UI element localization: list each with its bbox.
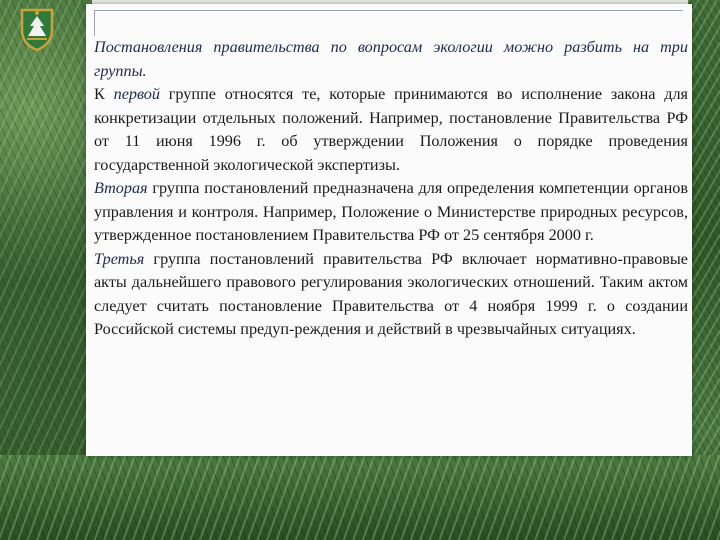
panel-top-rule bbox=[94, 10, 683, 11]
paragraph-group-3 bbox=[94, 248, 688, 342]
slide-text bbox=[94, 36, 688, 342]
slide-heading: Постановления правительства по вопросам экологии можно разбить на три группы. bbox=[94, 38, 688, 80]
paragraph-group-1 bbox=[94, 83, 688, 177]
group-3-keyword: Третья bbox=[94, 249, 145, 268]
group-1-keyword: первой bbox=[113, 85, 160, 103]
group-1-text: группе относятся те, которые принимаются во исполнение закона для конкретизации отдельных положений. Например, постановление Правительства РФ от 11 июня 1996 г. об утверждении Положения о порядке проведения государственной экологической экспертизы. bbox=[94, 85, 688, 174]
background-foliage-bottom bbox=[0, 455, 720, 540]
group-3-text: группа постановлений правительства РФ включает нормативно-правовые акты дальнейшего правового регулирования экологических отношений. Таким актом следует считать постановление Правительства от 4 ноября 1999 г. о создании Российской системы предуп-реждения и действий в чрезвычайных ситуациях. bbox=[94, 249, 688, 338]
group-2-text: группа постановлений предназначена для определения компетенции органов управления и контроля. Например, Положение о Министерстве природных ресурсов, утвержденное постановлением Правительства РФ от 25 сентября 2000 г. bbox=[94, 179, 688, 244]
panel-left-rule bbox=[94, 10, 95, 36]
coat-of-arms-icon bbox=[14, 6, 60, 52]
paragraph-group-2 bbox=[94, 177, 688, 248]
group-1-prefix: К bbox=[94, 85, 114, 103]
group-2-keyword: Вторая bbox=[94, 179, 148, 197]
